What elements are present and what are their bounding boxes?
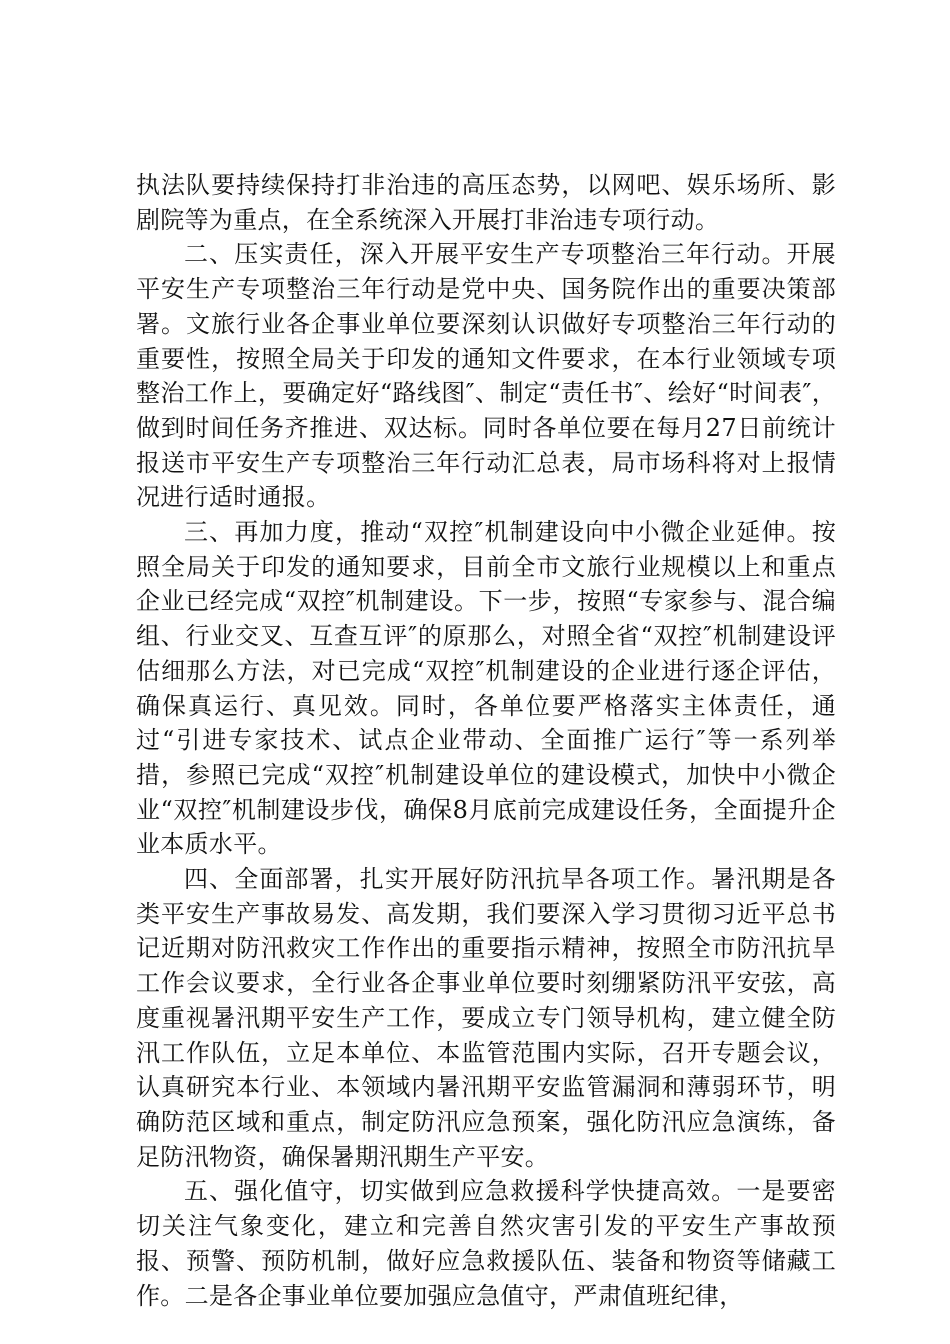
paragraph-1: 执法队要持续保持打非治违的高压态势，以网吧、娱乐场所、影剧院等为重点，在全系统深入开展打非治违专项行动。 [136, 171, 836, 234]
paragraph-4: 四、全面部署，扎实开展好防汛抗旱各项工作。暑汛期是各类平安生产事故易发、高发期，我们要深入学习贯彻习近平总书记近期对防汛救灾工作作出的重要指示精神，按照全市防汛抗旱工作会议要求，全行业各企事业单位要时刻绷紧防汛平安弦，高度重视暑汛期平安生产工作，要成立专门领导机构，建立健全防汛工作队伍，立足本单位、本监管范围内实际，召开专题会议，认真研究本行业、本领域内暑汛期平安监管漏洞和薄弱环节，明确防范区域和重点，制定防汛应急预案，强化防汛应急演练，备足防汛物资，确保暑期汛期生产平安。 [136, 865, 836, 1171]
paragraph-2: 二、压实责任，深入开展平安生产专项整治三年行动。开展平安生产专项整治三年行动是党中央、国务院作出的重要决策部署。文旅行业各企事业单位要深刻认识做好专项整治三年行动的重要性，按照全局关于印发的通知文件要求，在本行业领域专项整治工作上，要确定好“路线图″、制定“责任书″、绘好“时间表″，做到时间任务齐推进、双达标。同时各单位要在每月27日前统计报送市平安生产专项整治三年行动汇总表，局市场科将对上报情况进行适时通报。 [136, 240, 836, 512]
paragraph-3: 三、再加力度，推动“双控″机制建设向中小微企业延伸。按照全局关于印发的通知要求，目前全市文旅行业规模以上和重点企业已经完成“双控″机制建设。下一步，按照“专家参与、混合编组、行业交叉、互查互评″的原那么，对照全省“双控″机制建设评估细那么方法，对已完成“双控″机制建设的企业进行逐企评估，确保真运行、真见效。同时，各单位要严格落实主体责任，通过“引进专家技术、试点企业带动、全面推广运行″等一系列举措，参照已完成“双控″机制建设单位的建设模式，加快中小微企业“双控″机制建设步伐，确保8月底前完成建设任务，全面提升企业本质水平。 [136, 518, 836, 859]
document-body [136, 168, 836, 1313]
paragraph-5: 五、强化值守，切实做到应急救援科学快捷高效。一是要密切关注气象变化，建立和完善自然灾害引发的平安生产事故预报、预警、预防机制，做好应急救援队伍、装备和物资等储藏工作。二是各企事业单位要加强应急值守，严肃值班纪律， [136, 1177, 836, 1310]
